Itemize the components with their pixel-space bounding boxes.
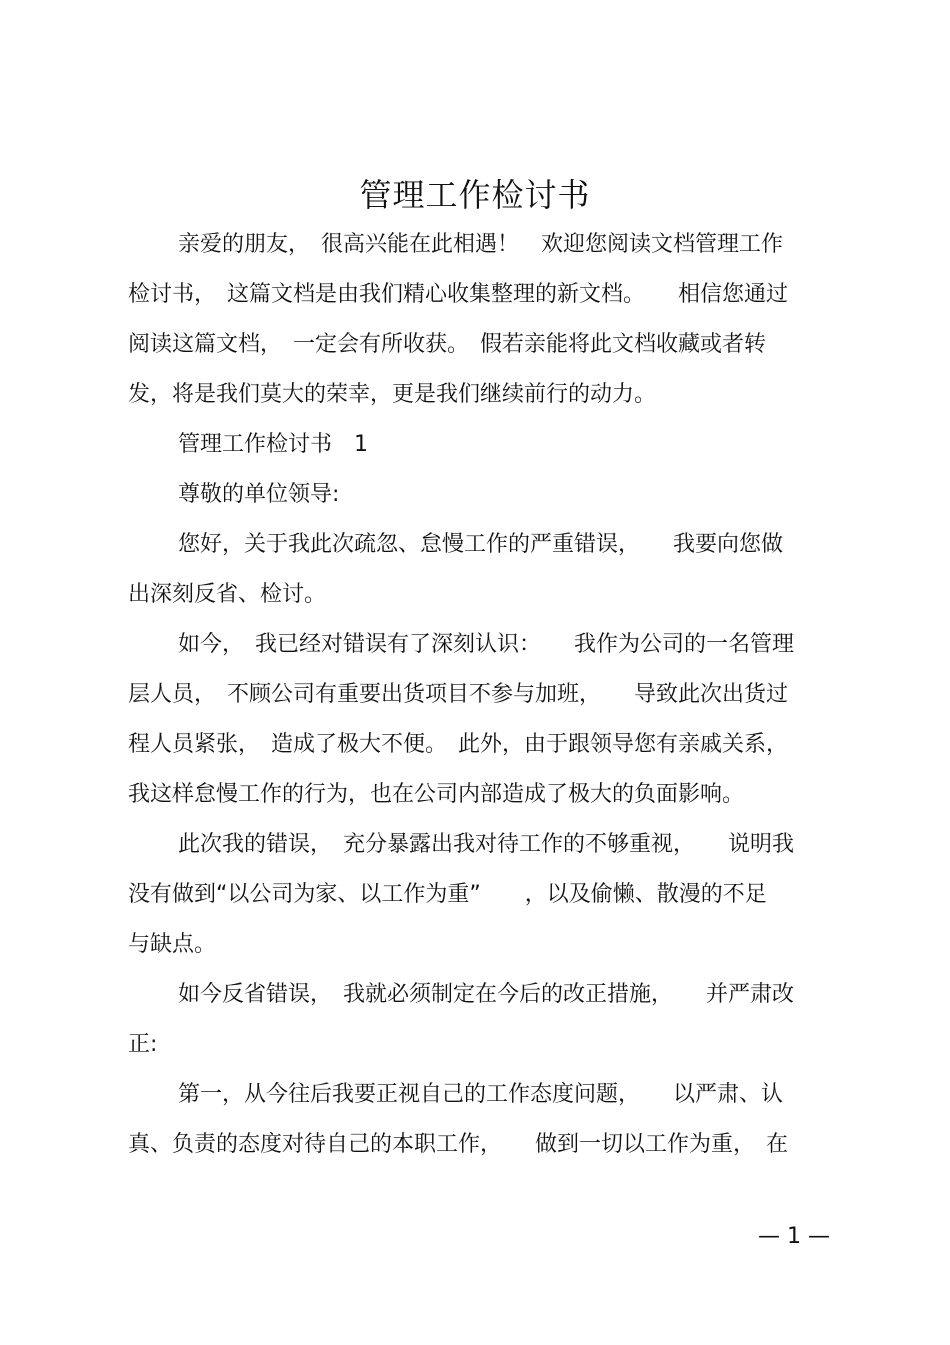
text-line: 与缺点。 — [128, 932, 217, 957]
page-number: — 1 — — [758, 1224, 830, 1249]
text-line: 如今， 我已经对错误有了深刻认识： 我作为公司的一名管理 — [178, 632, 795, 657]
text-line: 没有做到“以公司为家、以工作为重” ，以及偷懒、散漫的不足 — [128, 882, 767, 907]
salutation: 尊敬的单位领导: — [178, 482, 340, 507]
text-line: 检讨书， 这篇文档是由我们精心收集整理的新文档。 相信您通过 — [128, 282, 789, 307]
text-line: 如今反省错误， 我就必须制定在今后的改正措施， 并严肃改 — [178, 982, 795, 1007]
text-line: 第一，从今往后我要正视自己的工作态度问题， 以严肃、认 — [178, 1082, 784, 1107]
text-line: 出深刻反省、检讨。 — [128, 582, 327, 607]
text-line: 真、负责的态度对待自己的本职工作， 做到一切以工作为重， 在 — [128, 1132, 789, 1157]
document-title: 管理工作检讨书 — [359, 176, 591, 214]
text-line: 层人员， 不顾公司有重要出货项目不参与加班， 导致此次出货过 — [128, 682, 789, 707]
text-line: 程人员紧张， 造成了极大不便。 此外，由于跟领导您有亲戚关系， — [128, 732, 789, 757]
text-line: 此次我的错误， 充分暴露出我对待工作的不够重视， 说明我 — [178, 832, 795, 857]
text-line: 发，将是我们莫大的荣幸，更是我们继续前行的动力。 — [128, 382, 657, 407]
text-line: 正: — [128, 1032, 158, 1057]
text-line: 您好，关于我此次疏忽、怠慢工作的严重错误， 我要向您做 — [178, 532, 784, 557]
section-heading: 管理工作检讨书 1 — [178, 432, 368, 457]
text-line: 阅读这篇文档， 一定会有所收获。 假若亲能将此文档收藏或者转 — [128, 332, 767, 357]
text-line: 我这样怠慢工作的行为，也在公司内部造成了极大的负面影响。 — [128, 782, 745, 807]
text-line: 亲爱的朋友， 很高兴能在此相遇！ 欢迎您阅读文档管理工作 — [178, 232, 784, 257]
